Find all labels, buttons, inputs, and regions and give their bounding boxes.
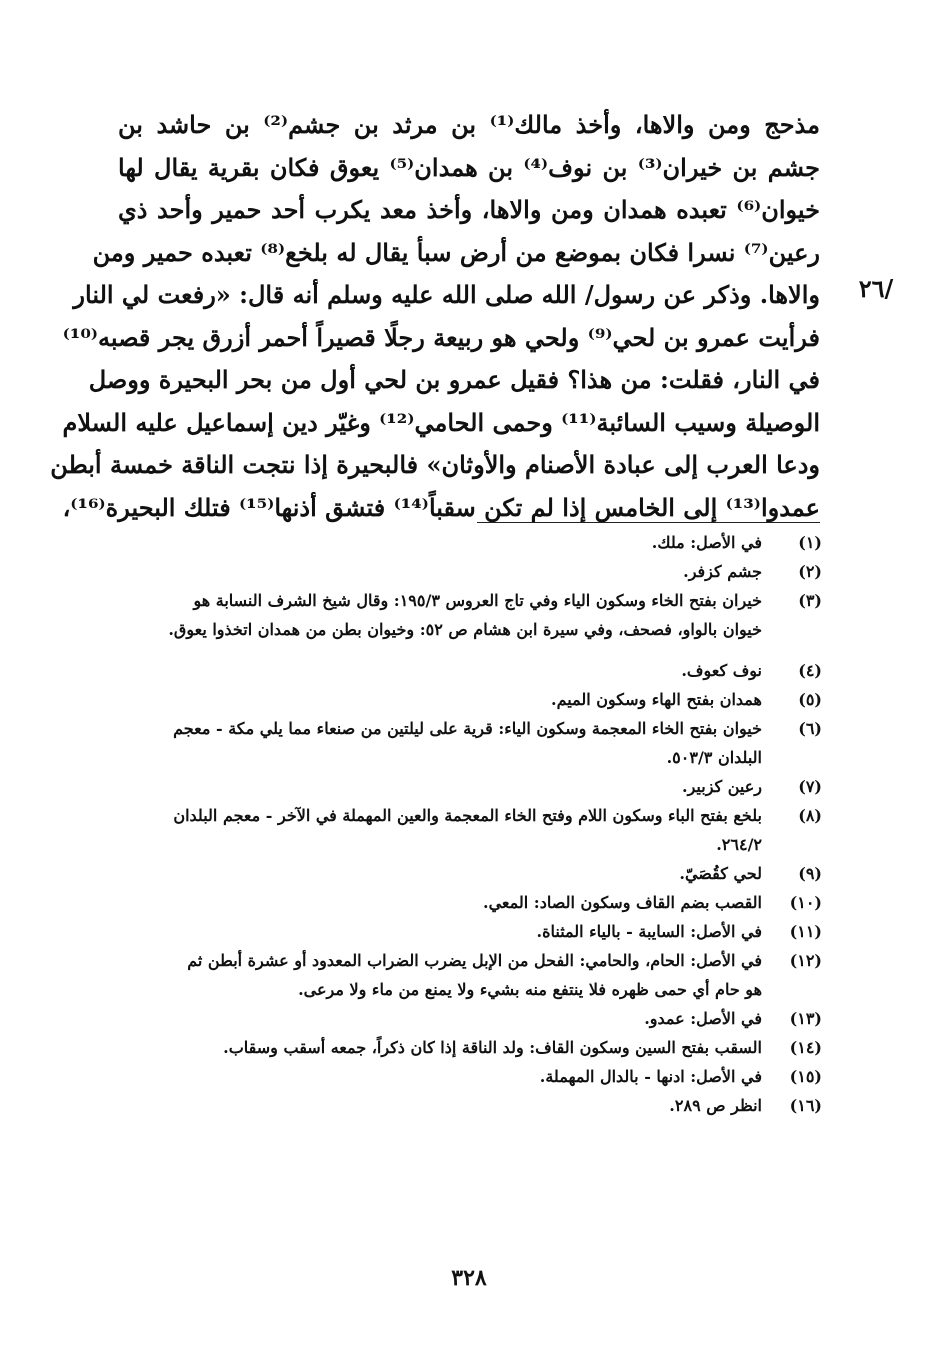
footnote-continuation: خيوان بالواو، فصحف، وفي سيرة ابن هشام ص ٥٢: وخيوان بطن من همدان اتخذوا يعوق. <box>168 620 762 639</box>
main-text-line: الوصيلة وسيب السائبة⁽¹¹⁾ وحمى الحامي⁽¹²⁾ وغيّر دين إسماعيل عليه السلام <box>62 407 820 437</box>
footnote-item <box>120 772 822 801</box>
footnote-number: (٢) <box>798 562 822 581</box>
main-text-block <box>50 104 821 529</box>
footnote-continuation: هو حام أي حمى ظهره فلا ينتفع منه بشيء ولا يمنع من ماء ولا مرعى. <box>298 980 762 999</box>
footnote-number: (٧) <box>798 777 822 796</box>
footnote-text: جشم كزفر. <box>683 562 762 581</box>
footnote-text: في الأصل: ملك. <box>651 533 762 552</box>
main-text-line: مذحج ومن والاها، وأخذ مالك⁽¹⁾ بن مرثد بن جشم⁽²⁾ بن حاشد بن <box>118 110 821 139</box>
footnote-number: (١٦) <box>789 1096 822 1115</box>
footnote-item <box>120 859 822 888</box>
footnote-text: نوف كعوف. <box>681 661 762 680</box>
footnote-text: انظر ص ٢٨٩. <box>669 1096 762 1115</box>
footnote-item <box>120 1004 822 1033</box>
footnote-text: في الأصل: الحام، والحامي: الفحل من الإبل يضرب الضراب المعدود أو عشرة أبطن ثم <box>187 951 762 970</box>
footnote-number: (١٥) <box>789 1067 822 1086</box>
main-text-line: ودعا العرب إلى عبادة الأصنام والأوثان» فالبحيرة إذا نتجت الناقة خمسة أبطن <box>50 450 820 479</box>
main-text-line: عمدوا⁽¹³⁾ إلى الخامس إذا لم تكن سقباً⁽¹⁴⁾ فتشق أذنها⁽¹⁵⁾ فتلك البحيرة⁽¹⁶⁾، <box>62 492 820 522</box>
footnote-item <box>120 557 822 586</box>
footnote-number: (١٢) <box>789 951 822 970</box>
footnote-item <box>120 528 822 557</box>
footnote-item <box>120 656 822 685</box>
footnote-text: رعين كزبير. <box>682 777 762 796</box>
main-text-line: فرأيت عمرو بن لحي⁽⁹⁾ ولحي هو ربيعة رجلًا قصيراً أحمر أزرق يجر قصبه⁽¹⁰⁾ <box>62 322 820 352</box>
footnote-item <box>120 946 822 1004</box>
footnote-item <box>120 1033 822 1062</box>
footnote-number: (٩) <box>798 864 822 883</box>
footnotes-list <box>120 528 822 1120</box>
margin-folio-note: /٢٦ <box>858 274 894 303</box>
main-text-line: في النار، فقلت: من هذا؟ فقيل عمرو بن لحي أول من بحر البحيرة ووصل <box>88 365 820 394</box>
footnote-item <box>120 685 822 714</box>
footnote-text: همدان بفتح الهاء وسكون الميم. <box>551 690 762 709</box>
footnote-text: لحي كقُصَيّ. <box>679 864 762 883</box>
footnote-number: (٤) <box>798 661 822 680</box>
footnote-item <box>120 801 822 859</box>
main-text-line: جشم بن خيران⁽³⁾ بن نوف⁽⁴⁾ بن همدان⁽⁵⁾ يعوق فكان بقرية يقال لها <box>118 152 821 182</box>
footnote-text: خيوان بفتح الخاء المعجمة وسكون الياء: قرية على ليلتين من صنعاء مما يلي مكة - معجم <box>173 719 762 738</box>
footnote-text: بلخع بفتح الباء وسكون اللام وفتح الخاء المعجمة والعين المهملة في الآخر - معجم البلدان <box>173 806 762 825</box>
footnote-item <box>120 1091 822 1120</box>
footnote-number: (١٤) <box>789 1038 822 1057</box>
footnote-number: (١) <box>798 533 822 552</box>
footnote-text: السقب بفتح السين وسكون القاف: ولد الناقة إذا كان ذكراً، جمعه أسقب وسقاب. <box>223 1038 762 1057</box>
footnote-number: (١٠) <box>789 893 822 912</box>
footnote-text: القصب بضم القاف وسكون الصاد: المعي. <box>483 893 762 912</box>
page-number: ٣٢٨ <box>451 1265 487 1291</box>
footnote-number: (٨) <box>798 806 822 825</box>
footnote-item <box>120 888 822 917</box>
footnote-item <box>120 917 822 946</box>
footnote-text: في الأصل: ادنها - بالدال المهملة. <box>539 1067 762 1086</box>
footnote-number: (٥) <box>798 690 822 709</box>
footnote-continuation: البلدان ٥٠٣/٣. <box>666 748 762 767</box>
main-text-line: والاها. وذكر عن رسول/ الله صلى الله عليه وسلم أنه قال: «رفعت لي النار <box>73 280 820 309</box>
main-text-line: رعين⁽⁷⁾ نسرا فكان بموضع من أرض سبأ يقال له بلخع⁽⁸⁾ تعبده حمير ومن <box>92 237 820 267</box>
footnote-item <box>120 586 822 644</box>
footnote-separator <box>477 522 820 523</box>
footnote-number: (٦) <box>798 719 822 738</box>
footnote-number: (١٣) <box>789 1009 822 1028</box>
footnote-text: خيران بفتح الخاء وسكون الياء وفي تاج العروس ١٩٥/٣: وقال شيخ الشرف النسابة هو <box>193 591 762 610</box>
main-text-line: خيوان⁽⁶⁾ تعبده همدان ومن والاها، وأخذ معد يكرب أحد حمير وأحد ذي <box>118 195 820 224</box>
footnote-item <box>120 714 822 772</box>
footnote-text: في الأصل: السايبة - بالياء المثناة. <box>536 922 762 941</box>
footnote-number: (١١) <box>789 922 822 941</box>
footnote-text: في الأصل: عمدو. <box>644 1009 762 1028</box>
footnote-item <box>120 1062 822 1091</box>
footnote-number: (٣) <box>798 591 822 610</box>
footnote-continuation: ٢٦٤/٢. <box>716 835 762 854</box>
